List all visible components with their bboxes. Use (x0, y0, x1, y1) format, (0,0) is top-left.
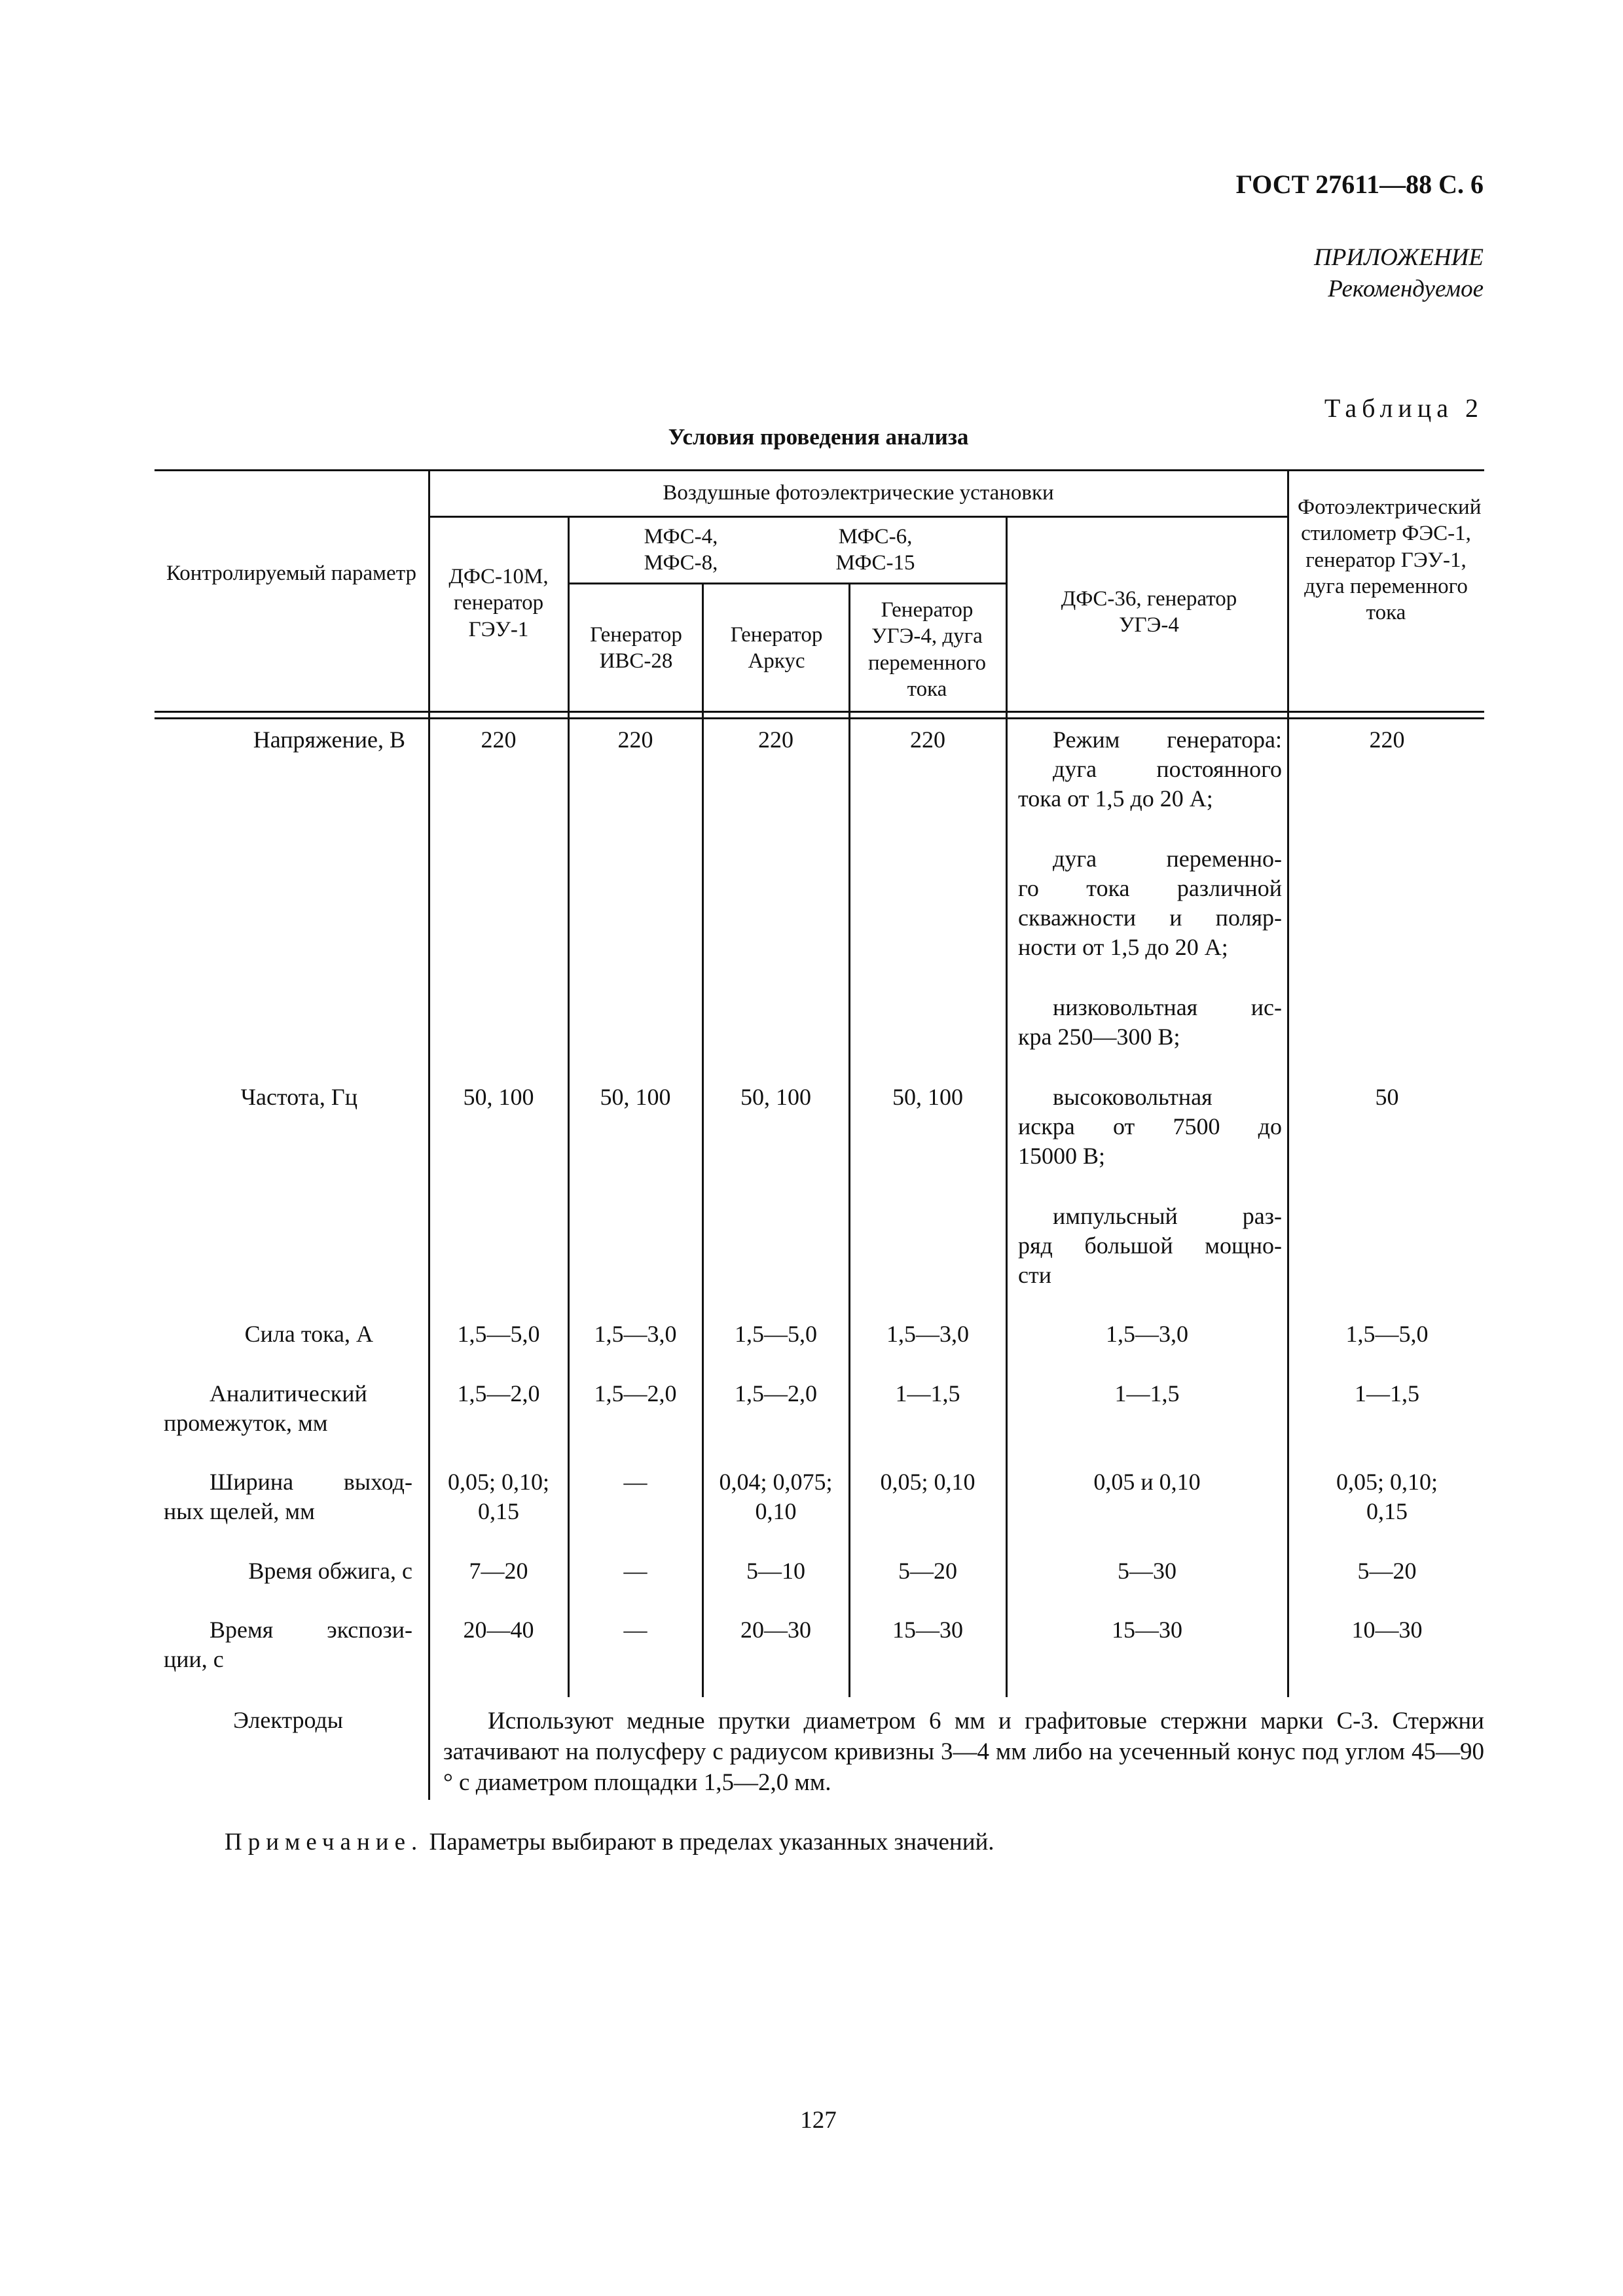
header-arkus: Генератор Аркус (730, 623, 823, 673)
row-label-gap-2: промежуток, мм (164, 1410, 328, 1436)
gen-mode-line: Режим генератора: (1053, 726, 1282, 753)
cell-frequency-ivs28: 50, 100 (600, 1084, 671, 1110)
document-header: ГОСТ 27611—88 С. 6 (1235, 170, 1484, 199)
cell-slit-dfs36: 0,05 и 0,10 (1093, 1469, 1201, 1495)
cell-gap-fes1: 1—1,5 (1355, 1380, 1419, 1407)
cell-frequency-arkus: 50, 100 (740, 1084, 811, 1110)
table-top-rule (155, 469, 1484, 471)
header-ivs28: Генератор ИВС-28 (590, 623, 682, 673)
cell-burn-fes1: 5—20 (1357, 1558, 1417, 1584)
cell-slit-dfs10m-2: 0,15 (478, 1498, 519, 1524)
cell-gap-uge4: 1—1,5 (895, 1380, 960, 1407)
cell-voltage-fes1: 220 (1369, 726, 1405, 753)
row-label-gap-1: Аналитический (210, 1380, 367, 1407)
header-group-rule (429, 516, 1288, 518)
cell-gap-dfs36: 1—1,5 (1114, 1380, 1180, 1407)
cell-slit-ivs28: — (623, 1469, 647, 1495)
cell-voltage-uge4: 220 (910, 726, 945, 753)
header-air-group: Воздушные фотоэлектрические установки (663, 481, 1054, 505)
cell-frequency-fes1: 50 (1375, 1084, 1399, 1110)
col-divider-dfs36 (1287, 469, 1289, 1697)
cell-voltage-arkus: 220 (758, 726, 793, 753)
cell-exposure-dfs36: 15—30 (1112, 1617, 1182, 1643)
cell-current-dfs36: 1,5—3,0 (1106, 1321, 1188, 1347)
row-label-current: Сила тока, А (244, 1321, 373, 1347)
cell-frequency-dfs10m: 50, 100 (463, 1084, 534, 1110)
gen-mode-line: сти (1018, 1262, 1051, 1288)
cell-gap-ivs28: 1,5—2,0 (594, 1380, 677, 1407)
col-divider-dfs10m (568, 516, 570, 1697)
gen-mode-line: тока от 1,5 до 20 А; (1018, 785, 1213, 812)
cell-current-uge4: 1,5—3,0 (886, 1321, 969, 1347)
gen-mode-line: ности от 1,5 до 20 А; (1018, 934, 1228, 960)
header-bottom-rule-2 (155, 717, 1484, 719)
header-bottom-rule-1 (155, 711, 1484, 713)
cell-exposure-dfs10m: 20—40 (463, 1617, 534, 1643)
header-dfs10m: ДФС-10М, генератор ГЭУ-1 (448, 565, 549, 641)
row-label-slit-1: Ширина выход- (210, 1469, 412, 1495)
header-param: Контролируемый параметр (166, 562, 417, 585)
gen-mode-line: высоковольтная (1053, 1084, 1213, 1110)
cell-current-ivs28: 1,5—3,0 (594, 1321, 677, 1347)
table-number: Таблица 2 (1324, 393, 1484, 423)
cell-slit-fes1-1: 0,05; 0,10; (1336, 1469, 1438, 1495)
gen-mode-line: низковольтная ис- (1053, 994, 1282, 1020)
row-label-exposure-1: Время экспози- (210, 1617, 412, 1643)
gen-mode-line: дуга постоянного (1053, 756, 1282, 782)
cell-exposure-fes1: 10—30 (1351, 1617, 1423, 1643)
cell-burn-uge4: 5—20 (898, 1558, 957, 1584)
note-text: Параметры выбирают в пределах указанных значений. (423, 1829, 994, 1856)
cell-slit-arkus-2: 0,10 (755, 1498, 797, 1524)
header-dfs36: ДФС-36, генератор УГЭ-4 (1061, 587, 1237, 637)
gen-mode-line: дуга переменно- (1053, 846, 1282, 872)
col-divider-arkus (848, 583, 850, 1697)
header-uge4: Генератор УГЭ-4, дуга переменного тока (867, 598, 987, 701)
header-mfs-rule (569, 583, 1007, 584)
row-label-frequency: Частота, Гц (240, 1084, 357, 1110)
cell-frequency-uge4: 50, 100 (892, 1084, 963, 1110)
cell-slit-uge4: 0,05; 0,10 (880, 1469, 976, 1495)
col-divider-param (428, 469, 430, 1800)
appendix-status: Рекомендуемое (1328, 276, 1484, 302)
gen-mode-line: ряд большой мощно- (1018, 1232, 1282, 1259)
table-title: Условия проведения анализа (668, 424, 969, 450)
cell-exposure-arkus: 20—30 (740, 1617, 811, 1643)
row-label-slit-2: ных щелей, мм (164, 1498, 315, 1524)
cell-gap-dfs10m: 1,5—2,0 (457, 1380, 540, 1407)
cell-gap-arkus: 1,5—2,0 (735, 1380, 817, 1407)
gen-mode-line: искра от 7500 до (1018, 1113, 1282, 1139)
cell-burn-ivs28: — (623, 1558, 647, 1584)
cell-electrodes-text: Используют медные прутки диаметром 6 мм и графитовые стержни марки С-3. Стержни затачивают на полусферу с радиусом кривизны 3—4 мм либо на усеченный конус под углом 45—90 ° с диаметром площадки 1,5—2,0 мм. (443, 1708, 1484, 1796)
header-mfs-a: МФС-4, МФС-8, (644, 525, 718, 575)
header-fes1: Фотоэлектрический стилометр ФЭС-1, генератор ГЭУ-1, дуга переменного тока (1298, 495, 1482, 624)
gen-mode-line: скважности и поляр- (1018, 905, 1282, 931)
gen-mode-line: кра 250—300 В; (1018, 1024, 1180, 1050)
page-number: 127 (800, 2107, 837, 2134)
row-label-burn: Время обжига, с (248, 1558, 412, 1584)
cell-burn-dfs36: 5—30 (1118, 1558, 1176, 1584)
col-divider-ivs28 (702, 583, 704, 1697)
cell-voltage-ivs28: 220 (617, 726, 653, 753)
col-divider-uge4 (1006, 516, 1008, 1697)
appendix-label: ПРИЛОЖЕНИЕ (1314, 244, 1484, 271)
row-label-electrodes: Электроды (233, 1707, 343, 1733)
cell-current-dfs10m: 1,5—5,0 (457, 1321, 540, 1347)
gen-mode-line: 15000 В; (1018, 1143, 1106, 1169)
cell-burn-dfs10m: 7—20 (469, 1558, 528, 1584)
cell-exposure-ivs28: — (623, 1617, 647, 1643)
cell-slit-fes1-2: 0,15 (1366, 1498, 1408, 1524)
header-mfs-b: МФС-6, МФС-15 (835, 525, 915, 575)
cell-current-arkus: 1,5—5,0 (735, 1321, 817, 1347)
table-note (225, 1828, 1468, 1856)
gen-mode-line: го тока различной (1018, 875, 1282, 901)
cell-slit-arkus-1: 0,04; 0,075; (719, 1469, 833, 1495)
cell-current-fes1: 1,5—5,0 (1345, 1321, 1429, 1347)
cell-voltage-dfs10m: 220 (481, 726, 517, 753)
cell-slit-dfs10m-1: 0,05; 0,10; (447, 1469, 549, 1495)
note-label: Примечание. (225, 1829, 424, 1856)
row-label-voltage: Напряжение, В (253, 726, 405, 753)
gen-mode-line: импульсный раз- (1053, 1203, 1282, 1229)
cell-burn-arkus: 5—10 (746, 1558, 805, 1584)
row-label-exposure-2: ции, с (164, 1646, 224, 1672)
cell-exposure-uge4: 15—30 (892, 1617, 963, 1643)
